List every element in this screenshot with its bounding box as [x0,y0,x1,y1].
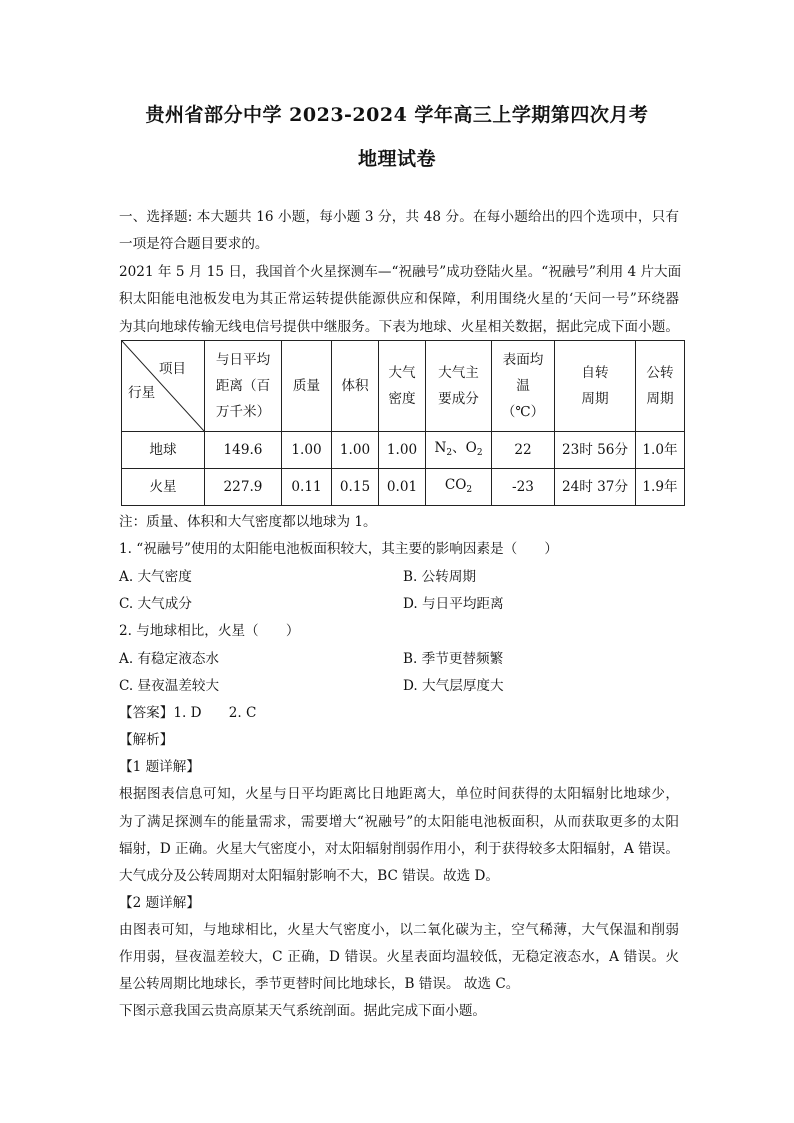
exam-title: 贵州省部分中学 2023-2024 学年高三上学期第四次月考 [145,104,649,126]
cell-revolution: 1.0年 [636,432,685,469]
row-label: 火星 [122,469,205,506]
answer-line: 【答案】1. D 2. C [119,705,257,721]
column-header-revolution: 公转 周期 [636,341,685,432]
planet-data-table [121,340,685,506]
detail-1-heading: 【1 题详解】 [119,759,200,775]
section-instructions: 一、选择题: 本大题共 16 小题，每小题 3 分，共 48 分。在每小题给出的四个选项中，只有 [119,209,679,225]
detail-1-line: 根据图表信息可知，火星与日平均距离比日地距离大，单位时间获得的太阳辐射比地球少， [119,786,679,802]
corner-label-planet: 行星 [128,385,156,401]
detail-2-line: 由图表可知，与地球相比，火星大气密度小，以二氧化碳为主，空气稀薄，大气保温和削弱 [119,922,679,938]
cell-temperature: -23 [492,469,555,506]
table-header-row [122,341,685,432]
column-header-volume: 体积 [332,341,379,432]
section-instructions-cont: 一项是符合题目要求的。 [119,236,269,252]
table-note: 注：质量、体积和大气密度都以地球为 1。 [119,514,377,530]
passage-line: 2021 年 5 月 15 日，我国首个火星探测车—“祝融号”成功登陆火星。“祝融号”利用 4 片大面 [119,264,682,280]
cell-rotation: 24时 37分 [555,469,636,506]
question-1-option-a: A. 大气密度 [119,569,192,585]
question-2-option-a: A. 有稳定液态水 [119,651,220,667]
question-2-option-d: D. 大气层厚度大 [403,678,504,694]
question-2-option-b: B. 季节更替频繁 [403,651,504,667]
cell-distance: 227.9 [205,469,282,506]
passage-line: 积太阳能电池板发电为其正常运转提供能源供应和保障，利用围绕火星的‘天问一号”环绕器 [119,291,679,307]
question-2-stem: 2. 与地球相比，火星（ ） [119,623,300,639]
next-question-intro: 下图示意我国云贵高原某天气系统剖面。据此完成下面小题。 [119,1003,487,1019]
cell-gas: $N_2$、$O_2$ [426,432,492,469]
analysis-heading: 【解析】 [119,732,174,748]
column-header-gas: 大气主 要成分 [426,341,492,432]
column-header-distance: 与日平均 距离（百 万千米） [205,341,282,432]
detail-2-line: 星公转周期比地球长，季节更替时间比地球长，B 错误。 故选 C。 [119,976,520,992]
detail-1-line: 大气成分及公转周期对太阳辐射影响不大，BC 错误。故选 D。 [119,868,500,884]
cell-gas: $CO_2$ [426,469,492,506]
cell-temperature: 22 [492,432,555,469]
cell-density: 0.01 [379,469,426,506]
cell-volume: 0.15 [332,469,379,506]
detail-2-heading: 【2 题详解】 [119,895,200,911]
question-1-option-b: B. 公转周期 [403,569,477,585]
cell-revolution: 1.9年 [636,469,685,506]
detail-1-line: 为了满足探测车的能量需求，需要增大“祝融号”的太阳能电池板面积，从而获取更多的太阳 [119,814,679,830]
question-1-option-c: C. 大气成分 [119,596,192,612]
table-row-earth [122,432,685,469]
exam-subtitle: 地理试卷 [357,148,436,170]
cell-rotation: 23时 56分 [555,432,636,469]
question-1-stem: 1. “祝融号”使用的太阳能电池板面积较大，其主要的影响因素是（ ） [119,541,559,557]
detail-1-line: 辐射，D 正确。火星大气密度小，对太阳辐射削弱作用小，利于获得较多太阳辐射，A 错误。 [119,841,679,857]
corner-label-item: 项目 [158,361,186,377]
passage-line: 为其向地球传输无线电信号提供中继服务。下表为地球、火星相关数据，据此完成下面小题。 [119,319,679,335]
cell-density: 1.00 [379,432,426,469]
row-label: 地球 [122,432,205,469]
table-corner-cell [122,341,205,432]
column-header-rotation: 自转 周期 [555,341,636,432]
table-row-mars [122,469,685,506]
column-header-temperature: 表面均 温 （℃） [492,341,555,432]
detail-2-line: 作用弱，昼夜温差较大，C 正确，D 错误。火星表面均温较低，无稳定液态水，A 错误。火 [119,949,679,965]
cell-volume: 1.00 [332,432,379,469]
column-header-density: 大气 密度 [379,341,426,432]
cell-mass: 0.11 [282,469,332,506]
column-header-mass: 质量 [282,341,332,432]
question-2-option-c: C. 昼夜温差较大 [119,678,220,694]
question-1-option-d: D. 与日平均距离 [403,596,504,612]
cell-distance: 149.6 [205,432,282,469]
cell-mass: 1.00 [282,432,332,469]
